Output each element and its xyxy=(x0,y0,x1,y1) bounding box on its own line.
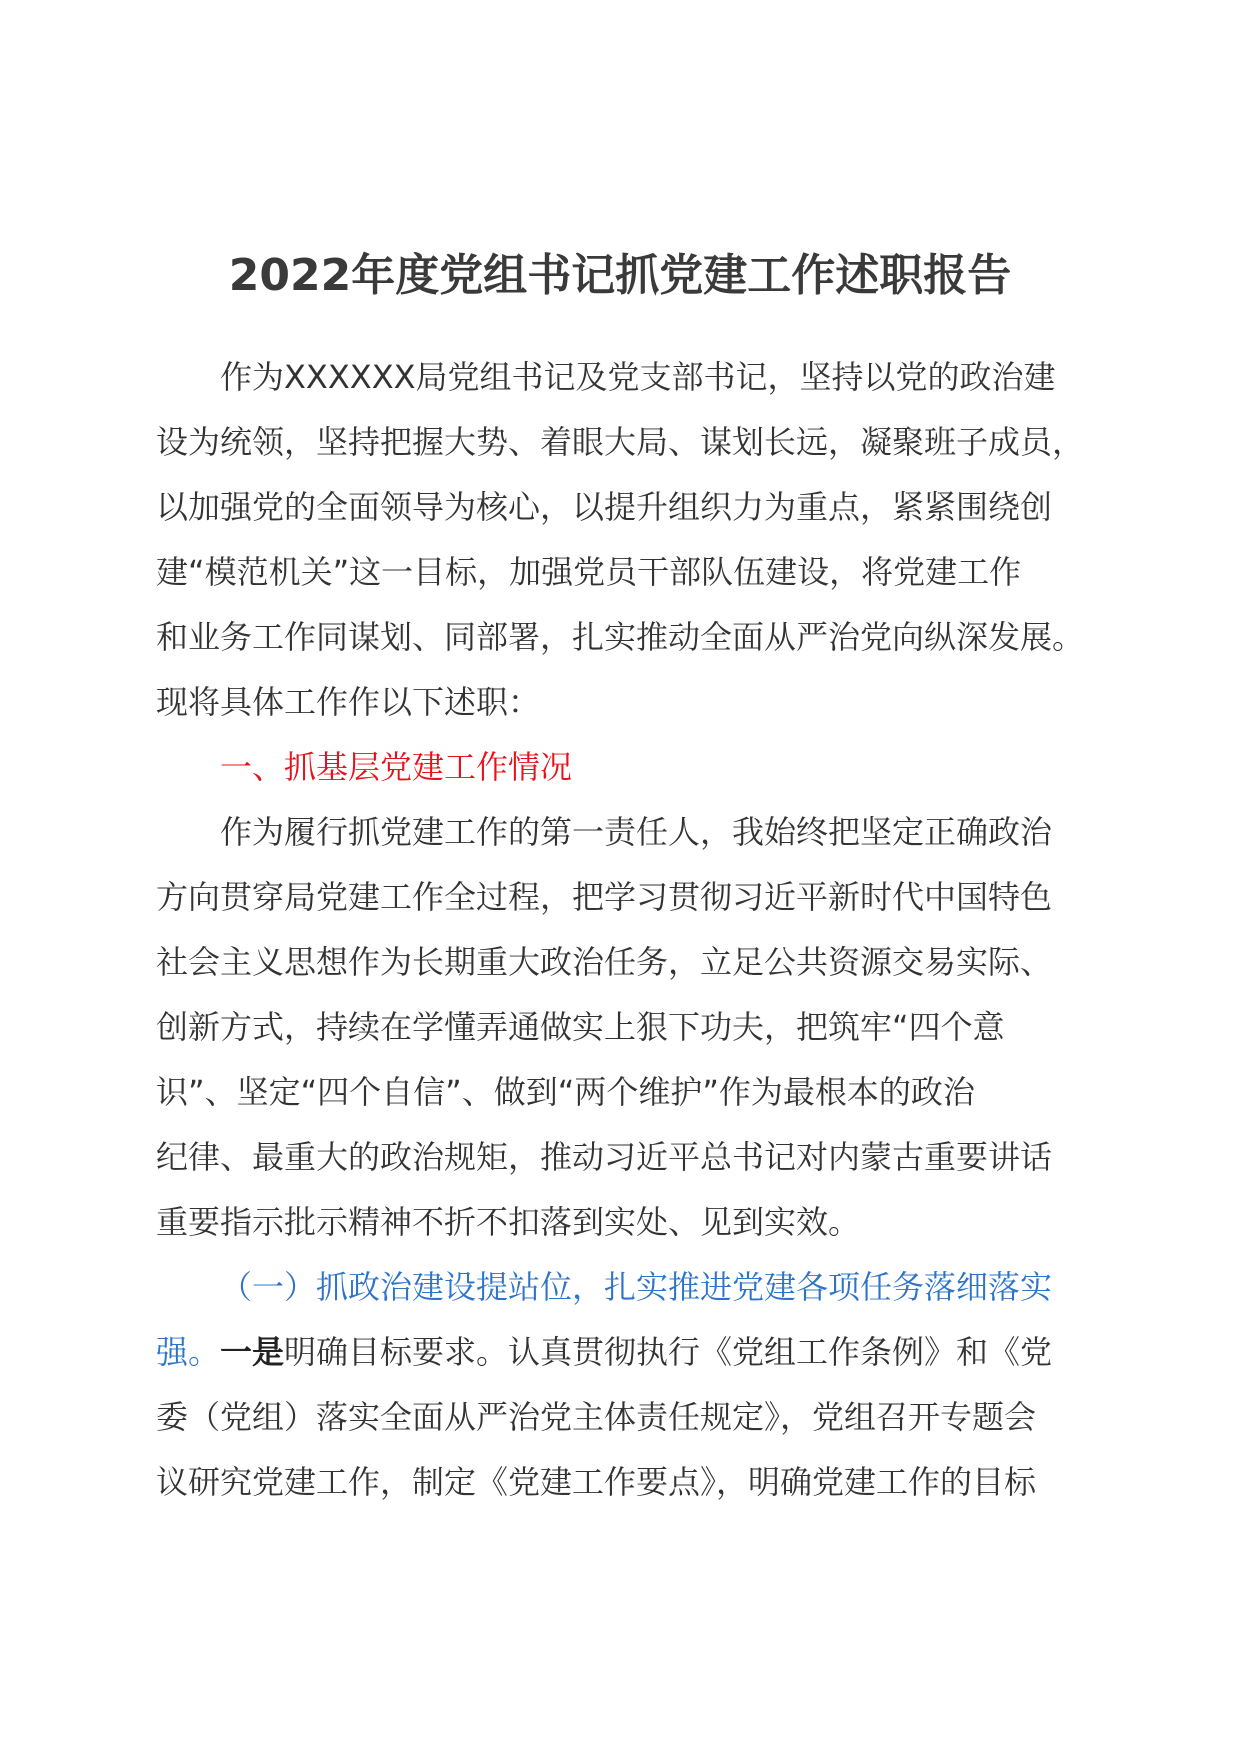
lead-marker: 一是 xyxy=(220,1333,285,1371)
document-title: 2022年度党组书记抓党建工作述职报告 xyxy=(228,250,1012,301)
intro-line: 以加强党的全面领导为核心，以提升组织力为重点，紧紧围绕创 xyxy=(156,488,1053,526)
subsection-heading: （一）抓政治建设提站位，扎实推进党建各项任务落细落实 xyxy=(220,1268,1053,1306)
section-paragraph-line: 识”、坚定“四个自信”、做到“两个维护”作为最根本的政治 xyxy=(156,1073,975,1111)
section-paragraph-line: 创新方式，持续在学懂弄通做实上狠下功夫，把筑牢“四个意 xyxy=(156,1008,1005,1046)
section-paragraph-line: 方向贯穿局党建工作全过程，把学习贯彻习近平新时代中国特色 xyxy=(156,878,1053,916)
paragraph-text: 明确目标要求。认真贯彻执行《党组工作条例》和《党 xyxy=(284,1333,1053,1371)
section-heading: 一、抓基层党建工作情况 xyxy=(220,748,573,786)
intro-line: 和业务工作同谋划、同部署，扎实推动全面从严治党向纵深发展。 xyxy=(156,618,1085,656)
intro-line: 建“模范机关”这一目标，加强党员干部队伍建设，将党建工作 xyxy=(156,553,1022,591)
subsection-paragraph-line: 委（党组）落实全面从严治党主体责任规定》，党组召开专题会 xyxy=(156,1398,1037,1436)
section-paragraph-line: 社会主义思想作为长期重大政治任务，立足公共资源交易实际、 xyxy=(156,943,1053,981)
intro-line: 现将具体工作作以下述职： xyxy=(156,683,541,721)
subsection-paragraph-line xyxy=(156,1320,1096,1385)
section-paragraph-line: 作为履行抓党建工作的第一责任人，我始终把坚定正确政治 xyxy=(220,813,1053,851)
document-body xyxy=(156,345,1096,1515)
subsection-heading-end: 强。 xyxy=(156,1333,221,1371)
intro-line: 设为统领，坚持把握大势、着眼大局、谋划长远，凝聚班子成员， xyxy=(156,423,1085,461)
section-paragraph-line: 纪律、最重大的政治规矩，推动习近平总书记对内蒙古重要讲话 xyxy=(156,1138,1053,1176)
intro-line: 作为XXXXXX局党组书记及党支部书记，坚持以党的政治建 xyxy=(220,358,1056,396)
section-paragraph-line: 重要指示批示精神不折不扣落到实处、见到实效。 xyxy=(156,1203,861,1241)
subsection-paragraph-line: 议研究党建工作，制定《党建工作要点》，明确党建工作的目标 xyxy=(156,1463,1037,1501)
